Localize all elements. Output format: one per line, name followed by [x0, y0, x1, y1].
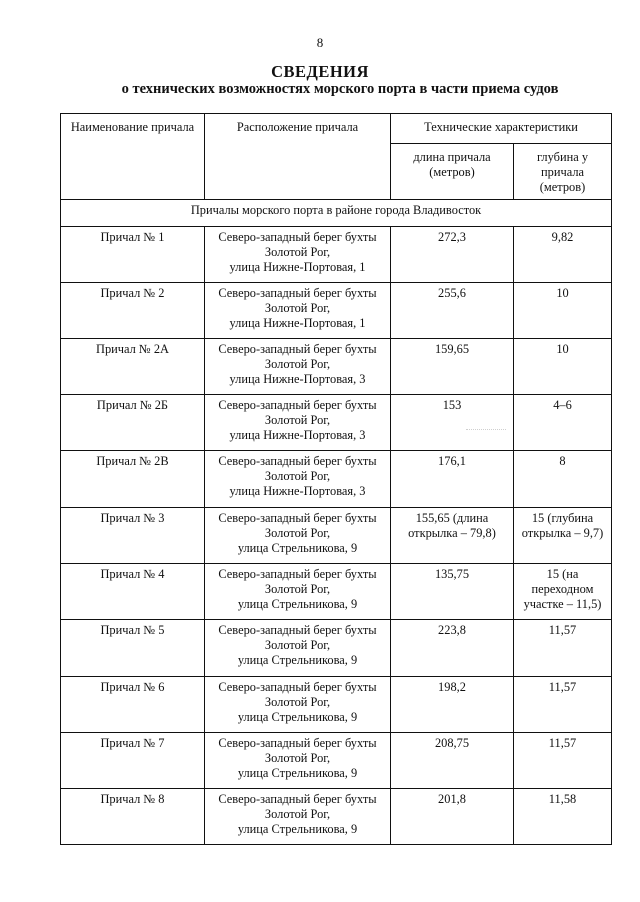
berths-table: [60, 113, 612, 845]
berth-name: Причал № 2Б: [61, 394, 205, 450]
table-row: [61, 619, 612, 676]
berth-name: Причал № 7: [61, 732, 205, 788]
berth-depth: 15 (на переходном участке – 11,5): [514, 563, 612, 619]
berth-name: Причал № 6: [61, 676, 205, 732]
berth-location: [205, 450, 391, 507]
location-line: улица Стрельникова, 9: [237, 822, 358, 837]
location-line: Северо-западный берег бухты: [218, 229, 377, 244]
location-line: Северо-западный берег бухты: [218, 791, 377, 806]
location-line: Северо-западный берег бухты: [218, 735, 377, 750]
berth-name: Причал № 5: [61, 619, 205, 676]
location-line: Золотой Рог,: [264, 356, 331, 371]
location-line: улица Нижне-Портовая, 3: [229, 484, 366, 499]
berth-location: [205, 338, 391, 394]
location-line: Северо-западный берег бухты: [218, 285, 377, 300]
location-line: Золотой Рог,: [264, 637, 331, 652]
berth-depth: 9,82: [514, 226, 612, 282]
berth-length: 201,8: [391, 788, 514, 844]
berth-length: 159,65: [391, 338, 514, 394]
location-line: улица Стрельникова, 9: [237, 541, 358, 556]
header-row: [61, 114, 612, 144]
berth-name: Причал № 1: [61, 226, 205, 282]
berth-location: [205, 732, 391, 788]
table-row: [61, 788, 612, 844]
header-tech: Технические характеристики: [391, 114, 612, 144]
table-row: [61, 676, 612, 732]
berth-name: Причал № 2А: [61, 338, 205, 394]
berth-name: Причал № 4: [61, 563, 205, 619]
location-line: улица Нижне-Портовая, 3: [229, 372, 366, 387]
table-row: [61, 732, 612, 788]
header-location: Расположение причала: [205, 114, 391, 200]
header-name: Наименование причала: [61, 114, 205, 200]
berth-name: Причал № 2: [61, 282, 205, 338]
header-length: длина причала (метров): [391, 144, 514, 200]
location-line: Золотой Рог,: [264, 750, 331, 765]
berth-depth: 11,58: [514, 788, 612, 844]
table-row: [61, 394, 612, 450]
table-row: [61, 282, 612, 338]
berth-depth: 10: [514, 338, 612, 394]
berth-depth: 11,57: [514, 619, 612, 676]
berth-location: [205, 282, 391, 338]
berth-name: Причал № 8: [61, 788, 205, 844]
berth-depth: 8: [514, 450, 612, 507]
location-line: Северо-западный берег бухты: [218, 397, 377, 412]
berth-depth: 4–6: [514, 394, 612, 450]
berth-length: 255,6: [391, 282, 514, 338]
berth-location: [205, 563, 391, 619]
location-line: Золотой Рог,: [264, 412, 331, 427]
table-row: [61, 450, 612, 507]
berth-location: [205, 619, 391, 676]
location-line: Золотой Рог,: [264, 581, 331, 596]
berth-depth: 10: [514, 282, 612, 338]
berth-depth: 11,57: [514, 732, 612, 788]
berth-length: 153: [391, 394, 514, 450]
berth-length: 176,1: [391, 450, 514, 507]
location-line: Золотой Рог,: [264, 806, 331, 821]
location-line: улица Стрельникова, 9: [237, 653, 358, 668]
scan-mark: [466, 429, 506, 431]
location-line: Золотой Рог,: [264, 244, 331, 259]
location-line: Северо-западный берег бухты: [218, 622, 377, 637]
location-line: Северо-западный берег бухты: [218, 341, 377, 356]
page-number: 8: [316, 35, 324, 50]
location-line: улица Нижне-Портовая, 1: [229, 260, 366, 275]
location-line: Золотой Рог,: [264, 468, 331, 483]
location-line: улица Стрельникова, 9: [237, 597, 358, 612]
location-line: Северо-западный берег бухты: [218, 453, 377, 468]
berth-length: 198,2: [391, 676, 514, 732]
location-line: Золотой Рог,: [264, 300, 331, 315]
section-row: [61, 199, 612, 226]
location-line: Золотой Рог,: [264, 525, 331, 540]
table-row: [61, 226, 612, 282]
location-line: улица Нижне-Портовая, 3: [229, 428, 366, 443]
berth-location: [205, 226, 391, 282]
location-line: улица Стрельникова, 9: [237, 710, 358, 725]
table-row: [61, 563, 612, 619]
document-title: СВЕДЕНИЯ: [271, 62, 369, 81]
berth-name: Причал № 3: [61, 507, 205, 563]
berth-location: [205, 394, 391, 450]
location-line: улица Нижне-Портовая, 1: [229, 316, 366, 331]
document-subtitle: о технических возможностях морского порта в части приема судов: [121, 81, 559, 97]
location-line: Северо-западный берег бухты: [218, 510, 377, 525]
berth-location: [205, 788, 391, 844]
berth-name: Причал № 2В: [61, 450, 205, 507]
table-row: [61, 338, 612, 394]
location-line: Северо-западный берег бухты: [218, 566, 377, 581]
table-row: [61, 507, 612, 563]
berth-length: 135,75: [391, 563, 514, 619]
berth-length: 155,65 (длина открылка – 79,8): [391, 507, 514, 563]
location-line: Золотой Рог,: [264, 694, 331, 709]
header-depth: глубина у причала (метров): [514, 144, 612, 200]
berth-length: 208,75: [391, 732, 514, 788]
berth-depth: 15 (глубина открылка – 9,7): [514, 507, 612, 563]
berth-location: [205, 507, 391, 563]
berth-location: [205, 676, 391, 732]
location-line: Северо-западный берег бухты: [218, 679, 377, 694]
berth-depth: 11,57: [514, 676, 612, 732]
berth-length: 272,3: [391, 226, 514, 282]
section-title: Причалы морского порта в районе города Владивосток: [61, 199, 612, 226]
berth-length: 223,8: [391, 619, 514, 676]
location-line: улица Стрельникова, 9: [237, 766, 358, 781]
